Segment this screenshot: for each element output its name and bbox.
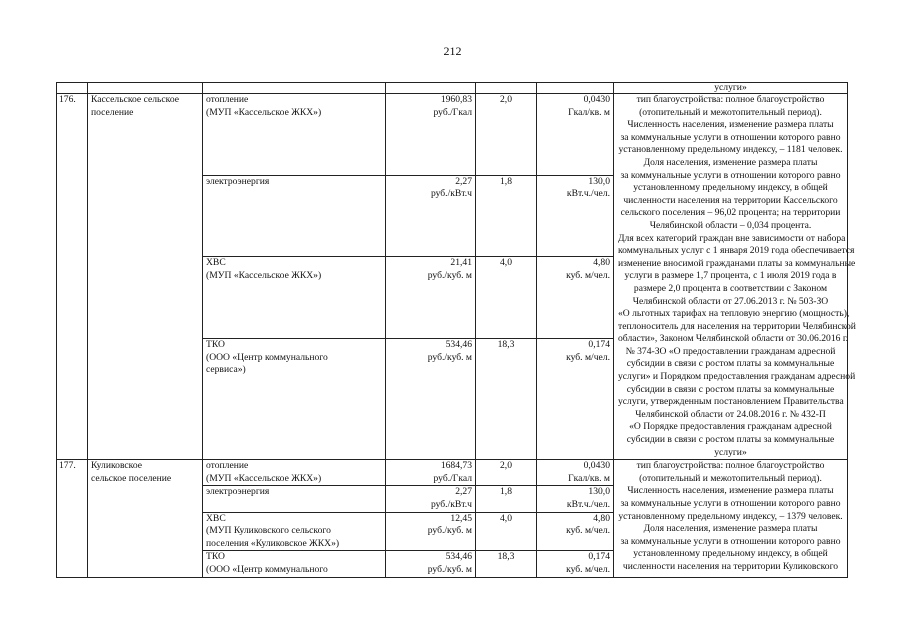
text-line: размере 2,0 процента в соответствии с Законом xyxy=(633,282,828,294)
text-line: 0,174 xyxy=(588,551,610,563)
service-name xyxy=(203,460,386,486)
service-name xyxy=(203,486,386,512)
table-row xyxy=(57,460,848,486)
service-index: 4,0 xyxy=(476,257,537,339)
text-line: Доля населения, изменение размера платы xyxy=(643,523,818,535)
service-norm xyxy=(537,551,614,577)
text-line: субсидии в связи с ростом платы за коммунальные xyxy=(626,383,835,395)
service-tariff xyxy=(386,94,476,176)
text-line: руб./куб. м xyxy=(427,351,472,363)
text-line: субсидии в связи с ростом платы за коммунальные xyxy=(626,358,835,370)
text-line: № 374-ЗО «О предоставлении гражданам адресной xyxy=(625,345,836,357)
text-line: установленному предельному индексу, в общей xyxy=(633,548,828,560)
service-name xyxy=(203,512,386,551)
service-name xyxy=(203,94,386,176)
service-index: 18,3 xyxy=(476,339,537,460)
text-line: «О льготных тарифах на тепловую энергию (мощность), xyxy=(618,308,850,320)
text-line: ТКО xyxy=(206,339,225,351)
text-line: установленному предельному индексу, в общей xyxy=(633,182,828,194)
service-index: 2,0 xyxy=(476,94,537,176)
row-notes xyxy=(614,94,856,460)
text-line: 0,0430 xyxy=(583,460,610,472)
text-line: (МУП «Кассельское ЖКХ») xyxy=(206,270,322,282)
settlement-name xyxy=(88,94,203,460)
text-line: руб./кВт.ч xyxy=(430,499,472,510)
service-tariff xyxy=(386,512,476,551)
table-row xyxy=(57,94,848,176)
text-line: за коммунальные услуги в отношении которого равно xyxy=(620,498,841,509)
text-line: численности населения на территории Кассельского xyxy=(623,194,838,206)
text-line: ХВС xyxy=(206,257,226,269)
text-line: сельское поселение xyxy=(91,472,172,484)
service-tariff xyxy=(386,486,476,512)
text-line: за коммунальные услуги в отношении которого равно xyxy=(620,131,841,143)
text-line: за коммунальные услуги в отношении которого равно xyxy=(620,169,841,181)
text-line: куб. м/чел. xyxy=(566,270,610,282)
text-line: изменение вносимой гражданами платы за коммунальные xyxy=(618,257,856,269)
text-line: 130,0 xyxy=(588,175,610,187)
text-line: 1960,83 xyxy=(440,94,472,105)
text-line: куб. м/чел. xyxy=(566,563,610,575)
text-line: тип благоустройства: полное благоустройство xyxy=(636,460,825,472)
text-line: руб./Гкал xyxy=(433,472,472,484)
text-line: Кассельское сельское xyxy=(91,94,179,105)
service-name xyxy=(203,551,386,577)
text-line: Доля населения, изменение размера платы xyxy=(643,156,818,168)
text-line: теплоноситель для населения на территории Челябинской xyxy=(618,320,856,332)
text-line: Численность населения, изменение размера платы xyxy=(627,119,834,131)
text-line: поселения «Куликовское ЖКХ») xyxy=(206,537,340,549)
service-name xyxy=(203,175,386,257)
text-line: (отопительный и межотопительный период). xyxy=(639,472,822,484)
text-line: 4,80 xyxy=(593,512,610,524)
text-line: коммунальных услуг с 1 января 2019 года обеспечивается xyxy=(618,245,855,257)
text-line: электроэнергия xyxy=(206,486,270,498)
text-line: Челябинской области от 27.06.2013 г. № 503-ЗО xyxy=(632,295,829,307)
text-line: (МУП «Кассельское ЖКХ») xyxy=(206,106,322,118)
text-line: руб./куб. м xyxy=(427,563,472,575)
text-line: (ООО «Центр коммунального xyxy=(206,351,328,363)
text-line: руб./куб. м xyxy=(427,270,472,282)
text-line: 2,27 xyxy=(455,175,472,187)
text-line: руб./Гкал xyxy=(433,106,472,118)
text-line: услуги» xyxy=(714,446,747,458)
text-line: кВт.ч./чел. xyxy=(566,499,610,510)
service-norm xyxy=(537,512,614,551)
service-tariff xyxy=(386,551,476,577)
text-line: 12,45 xyxy=(450,512,472,524)
text-line: (МУП «Кассельское ЖКХ») xyxy=(206,472,322,484)
text-line: услуги» и Порядком предоставления гражданам адресной xyxy=(618,371,856,383)
service-tariff xyxy=(386,175,476,257)
service-tariff xyxy=(386,339,476,460)
text-line: руб./кВт.ч xyxy=(430,188,472,200)
text-line: области», Законом Челябинской области от 30.06.2016 г. xyxy=(618,333,849,345)
text-line: 1684,73 xyxy=(440,460,472,472)
text-line: 130,0 xyxy=(588,486,610,498)
text-line: 0,0430 xyxy=(583,94,610,105)
text-line: сервиса») xyxy=(206,364,246,376)
text-line: (ООО «Центр коммунального xyxy=(206,563,328,575)
text-line: сельского поселения – 96,02 процента; на территории xyxy=(620,207,841,219)
text-line: руб./куб. м xyxy=(427,525,472,537)
text-line: ХВС xyxy=(206,512,226,524)
text-line: установленному предельному индексу, – 1181 человек. xyxy=(618,144,843,156)
service-norm xyxy=(537,486,614,512)
continuation-row xyxy=(57,83,848,94)
text-line: куб. м/чел. xyxy=(566,351,610,363)
service-index: 4,0 xyxy=(476,512,537,551)
text-line: Гкал/кв. м xyxy=(568,472,610,484)
service-tariff xyxy=(386,257,476,339)
service-norm xyxy=(537,339,614,460)
text-line: субсидии в связи с ростом платы за коммунальные xyxy=(626,434,835,446)
page-number: 212 xyxy=(443,44,462,58)
service-index: 18,3 xyxy=(476,551,537,577)
text-line: электроэнергия xyxy=(206,175,270,187)
text-line: кВт.ч./чел. xyxy=(566,188,610,200)
text-line: (МУП Куликовского сельского xyxy=(206,525,331,537)
text-line: тип благоустройства: полное благоустройство xyxy=(636,94,825,105)
service-norm xyxy=(537,257,614,339)
service-norm xyxy=(537,175,614,257)
service-norm xyxy=(537,94,614,176)
notes-continuation: услуги» xyxy=(614,83,848,94)
text-line: численности населения на территории Куликовского xyxy=(622,560,839,572)
row-number: 177. xyxy=(57,460,88,577)
text-line: 4,80 xyxy=(593,257,610,269)
service-index: 1,8 xyxy=(476,175,537,257)
text-line: «О Порядке предоставления гражданам адресной xyxy=(629,421,832,433)
text-line: за коммунальные услуги в отношении которого равно xyxy=(620,535,841,547)
row-notes xyxy=(614,460,848,577)
service-norm xyxy=(537,460,614,486)
text-line: 21,41 xyxy=(450,257,472,269)
text-line: Для всех категорий граждан вне зависимости от набора xyxy=(618,232,846,244)
text-line: Куликовское xyxy=(91,460,143,472)
settlement-name xyxy=(88,460,203,577)
tariff-table xyxy=(56,82,856,578)
text-line: 2,27 xyxy=(455,486,472,498)
text-line: ТКО xyxy=(206,551,225,563)
text-line: установленному предельному индексу, – 1379 человек. xyxy=(618,510,843,522)
text-line: Гкал/кв. м xyxy=(568,106,610,118)
service-tariff xyxy=(386,460,476,486)
text-line: 534,46 xyxy=(445,339,472,351)
text-line: Челябинской области от 24.08.2016 г. № 432-П xyxy=(635,408,826,420)
service-name xyxy=(203,257,386,339)
text-line: Челябинской области – 0,034 процента. xyxy=(649,219,812,231)
row-number: 176. xyxy=(57,94,88,460)
text-line: отопление xyxy=(206,460,249,472)
text-line: куб. м/чел. xyxy=(566,525,610,537)
service-name xyxy=(203,339,386,460)
text-line: 534,46 xyxy=(445,551,472,563)
text-line: 0,174 xyxy=(588,339,610,351)
text-line: (отопительный и межотопительный период). xyxy=(639,106,822,118)
text-line: отопление xyxy=(206,94,249,105)
text-line: Численность населения, изменение размера платы xyxy=(627,485,834,497)
service-index: 1,8 xyxy=(476,486,537,512)
text-line: поселение xyxy=(91,106,134,118)
service-index: 2,0 xyxy=(476,460,537,486)
text-line: услуги, утвержденным постановлением Правительства xyxy=(618,396,844,408)
text-line: услуги в размере 1,7 процента, с 1 июля 2019 года в xyxy=(624,270,837,282)
